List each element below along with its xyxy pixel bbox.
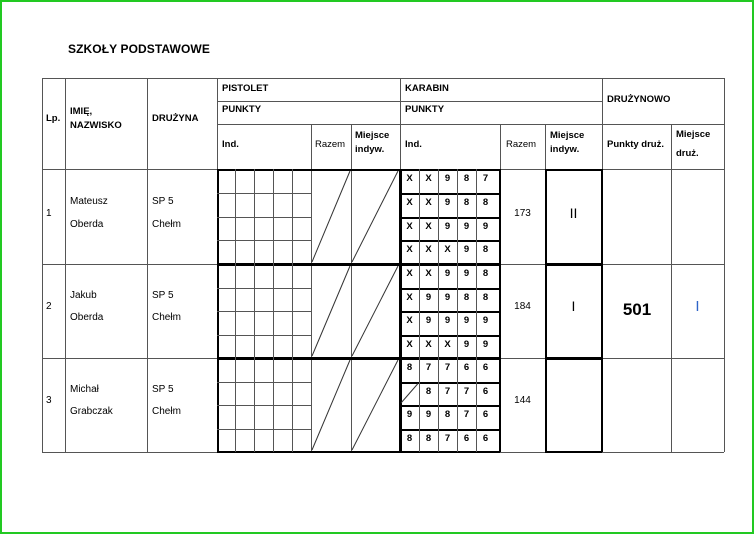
header-pistol: PISTOLET	[222, 83, 269, 94]
pistol-miejsce-diagonal	[352, 360, 398, 450]
karabin-shot-cell: X	[444, 244, 451, 256]
row-1-first-name: Mateusz	[70, 196, 108, 207]
karabin-shot-cell: X	[425, 173, 432, 184]
karabin-shot-cell: 9	[463, 268, 470, 279]
row-3-karabin-total: 144	[514, 395, 531, 406]
karabin-shot-cell: 9	[425, 315, 432, 326]
karabin-shot-cell: X	[425, 268, 432, 279]
karabin-shot-cell: 9	[425, 409, 432, 420]
karabin-shot-cell: 7	[444, 432, 451, 444]
team-points-value: 501	[622, 300, 652, 319]
karabin-shot-cell: 9	[444, 291, 451, 303]
karabin-shot-cell: 9	[444, 220, 451, 232]
karabin-shot-cell: X	[425, 244, 432, 256]
karabin-shot-cell: 6	[463, 362, 470, 373]
karabin-shot-cell: X	[425, 196, 432, 208]
pistol-razem-diagonal	[312, 360, 350, 450]
karabin-shot-cell: 8	[463, 196, 470, 208]
karabin-shot-cell: 6	[482, 432, 489, 444]
header-karabin: KARABIN	[405, 83, 449, 94]
karabin-shot-cell: 6	[463, 432, 470, 444]
row-2-first-name: Jakub	[70, 290, 97, 301]
karabin-shot-cell: 6	[482, 362, 489, 373]
karabin-shot-cell: X	[425, 220, 432, 232]
header-pistol-ind: Ind.	[222, 139, 239, 150]
karabin-shot-cell: X	[406, 291, 413, 303]
karabin-shot-cell: 9	[482, 338, 489, 350]
row-1-team-line2: Chełm	[152, 219, 181, 230]
karabin-shot-cell: 8	[425, 385, 432, 397]
header-team-points: Punkty druż.	[607, 139, 665, 150]
struck-cell-diagonal	[401, 384, 418, 404]
karabin-shot-cell: X	[444, 338, 451, 350]
header-karabin-ind: Ind.	[405, 139, 422, 150]
row-3-team-line2: Chełm	[152, 406, 181, 417]
karabin-shot-cell: 9	[482, 315, 489, 326]
header-team-place: Miejsce druż.	[676, 129, 711, 159]
header-pistol-miejsce: Miejsce indyw.	[355, 130, 390, 155]
karabin-shot-cell: X	[406, 338, 413, 350]
pistol-razem-diagonal	[312, 266, 350, 356]
karabin-shot-cell: X	[406, 173, 413, 184]
row-2-lp: 2	[46, 301, 52, 312]
pistol-miejsce-diagonal	[352, 171, 398, 262]
header-pistol-razem: Razem	[315, 139, 346, 150]
karabin-shot-cell: X	[406, 244, 413, 256]
row-1-karabin-place: II	[569, 205, 578, 221]
row-2-karabin-total: 184	[514, 301, 531, 312]
karabin-shot-cell: 9	[463, 315, 470, 326]
karabin-shot-cell: 8	[482, 244, 489, 256]
karabin-shot-cell: X	[406, 220, 413, 232]
row-2-karabin-place: I	[571, 298, 576, 314]
karabin-shot-cell: 9	[444, 196, 451, 208]
row-2-last-name: Oberda	[70, 312, 104, 323]
pistol-razem-diagonal	[312, 171, 350, 262]
row-1-karabin-total: 173	[514, 208, 531, 219]
row-2-team-line2: Chełm	[152, 312, 181, 323]
karabin-shot-cell: 9	[444, 315, 451, 326]
row-1-lp: 1	[46, 208, 52, 219]
team-place-value: I	[695, 298, 700, 315]
row-3-first-name: Michał	[70, 384, 99, 395]
header-team: DRUŻYNA	[152, 113, 199, 124]
karabin-shot-cell: 8	[482, 196, 489, 208]
pistol-empty-diagonals	[2, 2, 754, 534]
header-karabin-razem: Razem	[506, 139, 537, 150]
row-1-team-line1: SP 5	[152, 196, 174, 207]
karabin-shot-cell: 9	[463, 220, 470, 232]
karabin-shot-cell: 8	[406, 432, 413, 444]
header-druzynowo: DRUŻYNOWO	[607, 94, 671, 105]
karabin-shot-cell: 8	[444, 409, 451, 420]
header-karabin-punkty: PUNKTY	[405, 104, 445, 115]
karabin-shot-cell: X	[406, 196, 413, 208]
karabin-shot-cell: 9	[406, 409, 413, 420]
karabin-shot-cell: X	[406, 315, 413, 326]
header-name: IMIĘ, NAZWISKO	[70, 106, 122, 131]
karabin-shot-cell: 9	[444, 173, 451, 184]
karabin-shot-cell: 9	[482, 220, 489, 232]
row-3-lp: 3	[46, 395, 52, 406]
row-1-last-name: Oberda	[70, 219, 104, 230]
karabin-shot-cell: 9	[463, 244, 470, 256]
row-3-last-name: Grabczak	[70, 406, 113, 417]
karabin-shot-cell: X	[425, 338, 432, 350]
karabin-shot-cell: X	[406, 268, 413, 279]
document-title: SZKOŁY PODSTAWOWE	[68, 42, 210, 56]
karabin-shot-cell: 7	[482, 173, 489, 184]
karabin-shot-cell: 9	[444, 268, 451, 279]
header-pistol-punkty: PUNKTY	[222, 104, 262, 115]
karabin-shot-cell: 8	[406, 362, 413, 373]
karabin-shot-cell: 8	[482, 291, 489, 303]
karabin-shot-cell: 8	[463, 291, 470, 303]
karabin-shot-cell: 7	[425, 362, 432, 373]
karabin-shot-cell: 7	[463, 385, 470, 397]
karabin-shot-cell: 7	[463, 409, 470, 420]
karabin-shot-cell: 8	[482, 268, 489, 279]
karabin-shot-cell: 8	[463, 173, 470, 184]
karabin-shot-cell: 7	[444, 385, 451, 397]
pistol-miejsce-diagonal	[352, 266, 398, 356]
row-2-team-line1: SP 5	[152, 290, 174, 301]
header-lp: Lp.	[46, 113, 61, 124]
header-karabin-miejsce: Miejsce indyw.	[550, 130, 585, 155]
karabin-shot-cell: 6	[482, 409, 489, 420]
karabin-shot-cell: 6	[482, 385, 489, 397]
karabin-shot-cell: 9	[463, 338, 470, 350]
karabin-shot-cell: 9	[425, 291, 432, 303]
karabin-shot-cell: 8	[425, 432, 432, 444]
karabin-shot-cell: 7	[444, 362, 451, 373]
row-3-team-line1: SP 5	[152, 384, 174, 395]
